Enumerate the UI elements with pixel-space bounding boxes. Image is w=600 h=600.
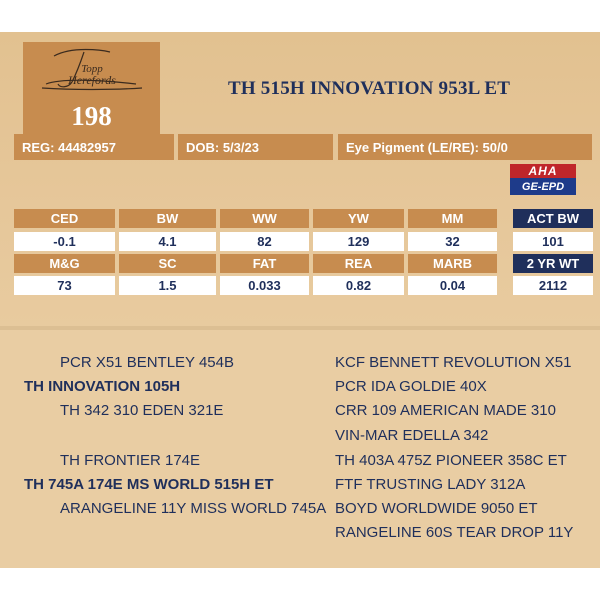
svg-text:Topp: Topp [80,63,103,75]
pedigree-ancestor: KCF BENNETT REVOLUTION X51 [335,354,572,371]
epd-value-mm: 32 [408,232,497,251]
sale-card [0,32,600,568]
epd-header-mg: M&G [14,254,115,273]
epd-header-fat: FAT [220,254,309,273]
pedigree-dam-dam: ARANGELINE 11Y MISS WORLD 745A [60,500,327,517]
epd-header-mm: MM [408,209,497,228]
epd-header-ced: CED [14,209,115,228]
act-bw-header: ACT BW [513,209,593,228]
pedigree-ancestor: FTF TRUSTING LADY 312A [335,476,526,493]
pedigree-ancestor: TH 403A 475Z PIONEER 358C ET [335,452,567,469]
epd-value-fat: 0.033 [220,276,309,295]
pedigree-dam-sire: TH FRONTIER 174E [60,452,201,469]
pedigree-ancestor: VIN-MAR EDELLA 342 [335,427,489,444]
date-of-birth: DOB: 5/3/23 [178,134,333,160]
act-bw-value: 101 [513,232,593,251]
two-yr-wt-header: 2 YR WT [513,254,593,273]
epd-value-sc: 1.5 [119,276,216,295]
pedigree-sire: TH INNOVATION 105H [24,378,181,395]
animal-name: TH 515H INNOVATION 953L ET [228,78,511,99]
epd-header-bw: BW [119,209,216,228]
aha-logo-bottom: GE-EPD [510,178,576,195]
ranch-logo [23,42,160,98]
epd-value-ww: 82 [220,232,309,251]
epd-header-ww: WW [220,209,309,228]
pedigree-ancestor: BOYD WORLDWIDE 9050 ET [335,500,538,517]
aha-logo-top: AHA [510,164,576,178]
epd-value-marb: 0.04 [408,276,497,295]
epd-value-rea: 0.82 [313,276,404,295]
epd-header-sc: SC [119,254,216,273]
epd-value-bw: 4.1 [119,232,216,251]
pedigree-sire-dam: TH 342 310 EDEN 321E [60,402,224,419]
epd-header-yw: YW [313,209,404,228]
section-divider [0,326,600,330]
registration-number: REG: 44482957 [14,134,174,160]
pedigree-ancestor: PCR IDA GOLDIE 40X [335,378,487,395]
epd-value-mg: 73 [14,276,115,295]
aha-ge-epd-logo [510,164,576,196]
pedigree-ancestor: RANGELINE 60S TEAR DROP 11Y [335,524,574,541]
epd-value-ced: -0.1 [14,232,115,251]
pedigree-dam: TH 745A 174E MS WORLD 515H ET [24,476,274,493]
logo-box [23,42,160,135]
two-yr-wt-value: 2112 [513,276,593,295]
epd-value-yw: 129 [313,232,404,251]
eye-pigment: Eye Pigment (LE/RE): 50/0 [338,134,592,160]
epd-header-marb: MARB [408,254,497,273]
epd-header-rea: REA [313,254,404,273]
pedigree-sire-sire: PCR X51 BENTLEY 454B [60,354,234,371]
lot-number: 198 [71,101,112,131]
topp-herefords-logo [32,44,152,96]
svg-text:Herefords: Herefords [67,73,116,87]
pedigree-ancestor: CRR 109 AMERICAN MADE 310 [335,402,556,419]
